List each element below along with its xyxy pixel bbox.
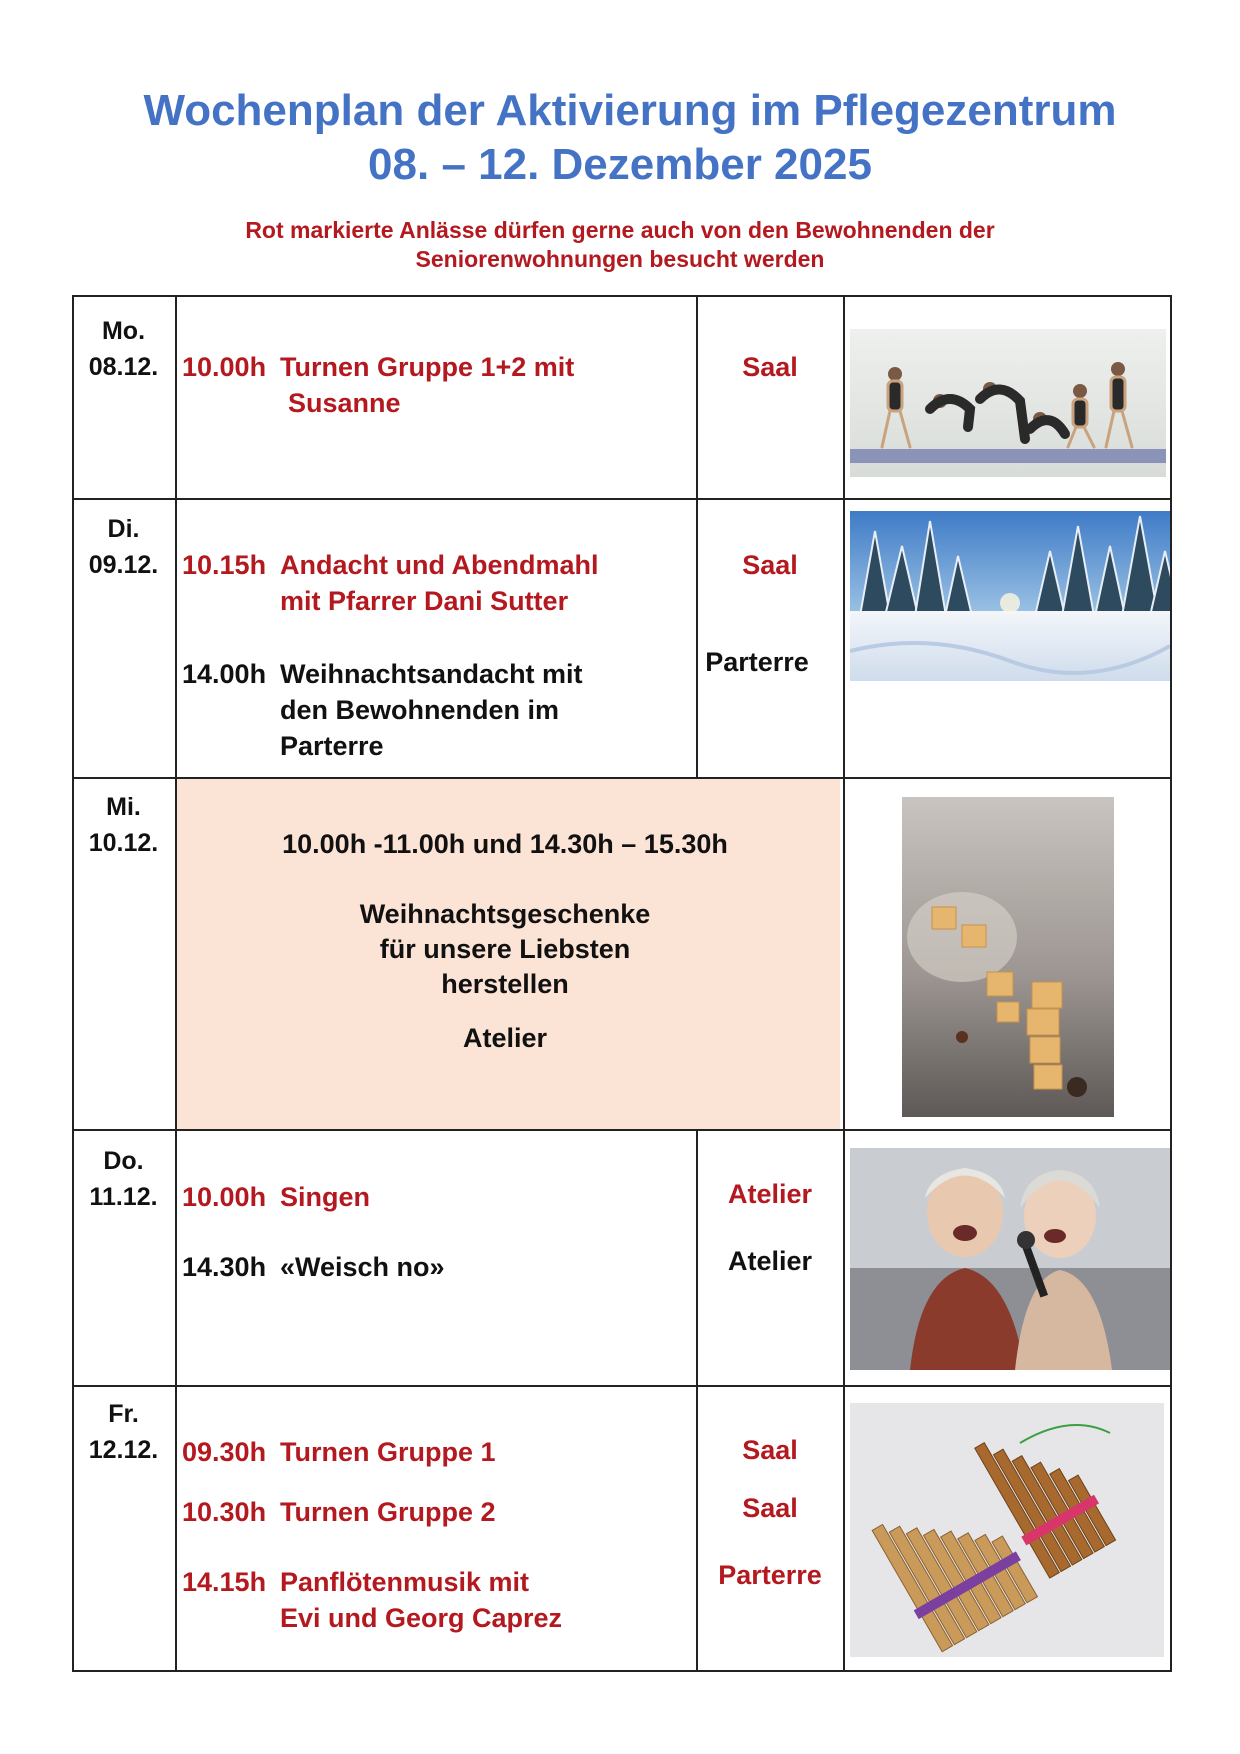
fudge-sweets-photo: [902, 797, 1114, 1117]
day-label-wednesday: Mi. 10.12.: [88, 793, 159, 857]
place-friday-1: Saal: [742, 1435, 798, 1465]
day-label-tuesday: Di. 09.12.: [88, 515, 159, 579]
note-line-2: Seniorenwohnungen besucht werden: [415, 246, 825, 272]
place-friday-3: Parterre: [718, 1560, 822, 1590]
day-label-friday: Fr. 12.12.: [88, 1400, 159, 1464]
wednesday-activity: Weihnachtsgeschenke für unsere Liebsten herstellen: [359, 899, 651, 999]
event-tuesday-1: 10.15h Andacht und Abendmahl mit Pfarrer Dani Sutter: [182, 550, 599, 616]
place-thursday-1: Atelier: [727, 1179, 813, 1209]
note-line-1: Rot markierte Anlässe dürfen gerne auch von den Bewohnenden der: [245, 217, 995, 243]
place-monday-1: Saal: [742, 352, 798, 382]
event-friday-3: 14.15h Panflötenmusik mit Evi und Georg Caprez: [182, 1567, 563, 1633]
panflute-photo: [850, 1403, 1164, 1657]
event-friday-2: 10.30h Turnen Gruppe 2: [182, 1497, 496, 1527]
place-tuesday-1: Saal: [742, 550, 798, 580]
event-thursday-1: 10.00h Singen: [182, 1182, 371, 1212]
schedule-table: [72, 295, 1172, 1672]
day-label-monday: Mo. 08.12.: [88, 317, 159, 381]
day-label-thursday: Do. 11.12.: [89, 1147, 158, 1211]
gymnastics-photo: [850, 329, 1166, 477]
place-friday-2: Saal: [742, 1493, 798, 1523]
event-thursday-2: 14.30h «Weisch no»: [182, 1252, 445, 1282]
event-monday-1: 10.00h Turnen Gruppe 1+2 mit Susanne: [182, 352, 575, 418]
date-range-title: 08. – 12. Dezember 2025: [368, 140, 872, 189]
wednesday-place: Atelier: [462, 1023, 548, 1053]
place-thursday-2: Atelier: [727, 1246, 813, 1276]
wednesday-time-range: 10.00h -11.00h und 14.30h – 15.30h: [282, 829, 728, 859]
event-tuesday-2: 14.00h Weihnachtsandacht mit den Bewohnenden im Parterre: [182, 659, 583, 761]
winter-forest-photo: [850, 511, 1170, 681]
singing-seniors-photo: [850, 1148, 1170, 1370]
place-tuesday-2: Parterre: [705, 647, 809, 677]
event-friday-1: 09.30h Turnen Gruppe 1: [182, 1437, 496, 1467]
page-title: Wochenplan der Aktivierung im Pflegezentrum: [143, 86, 1117, 135]
